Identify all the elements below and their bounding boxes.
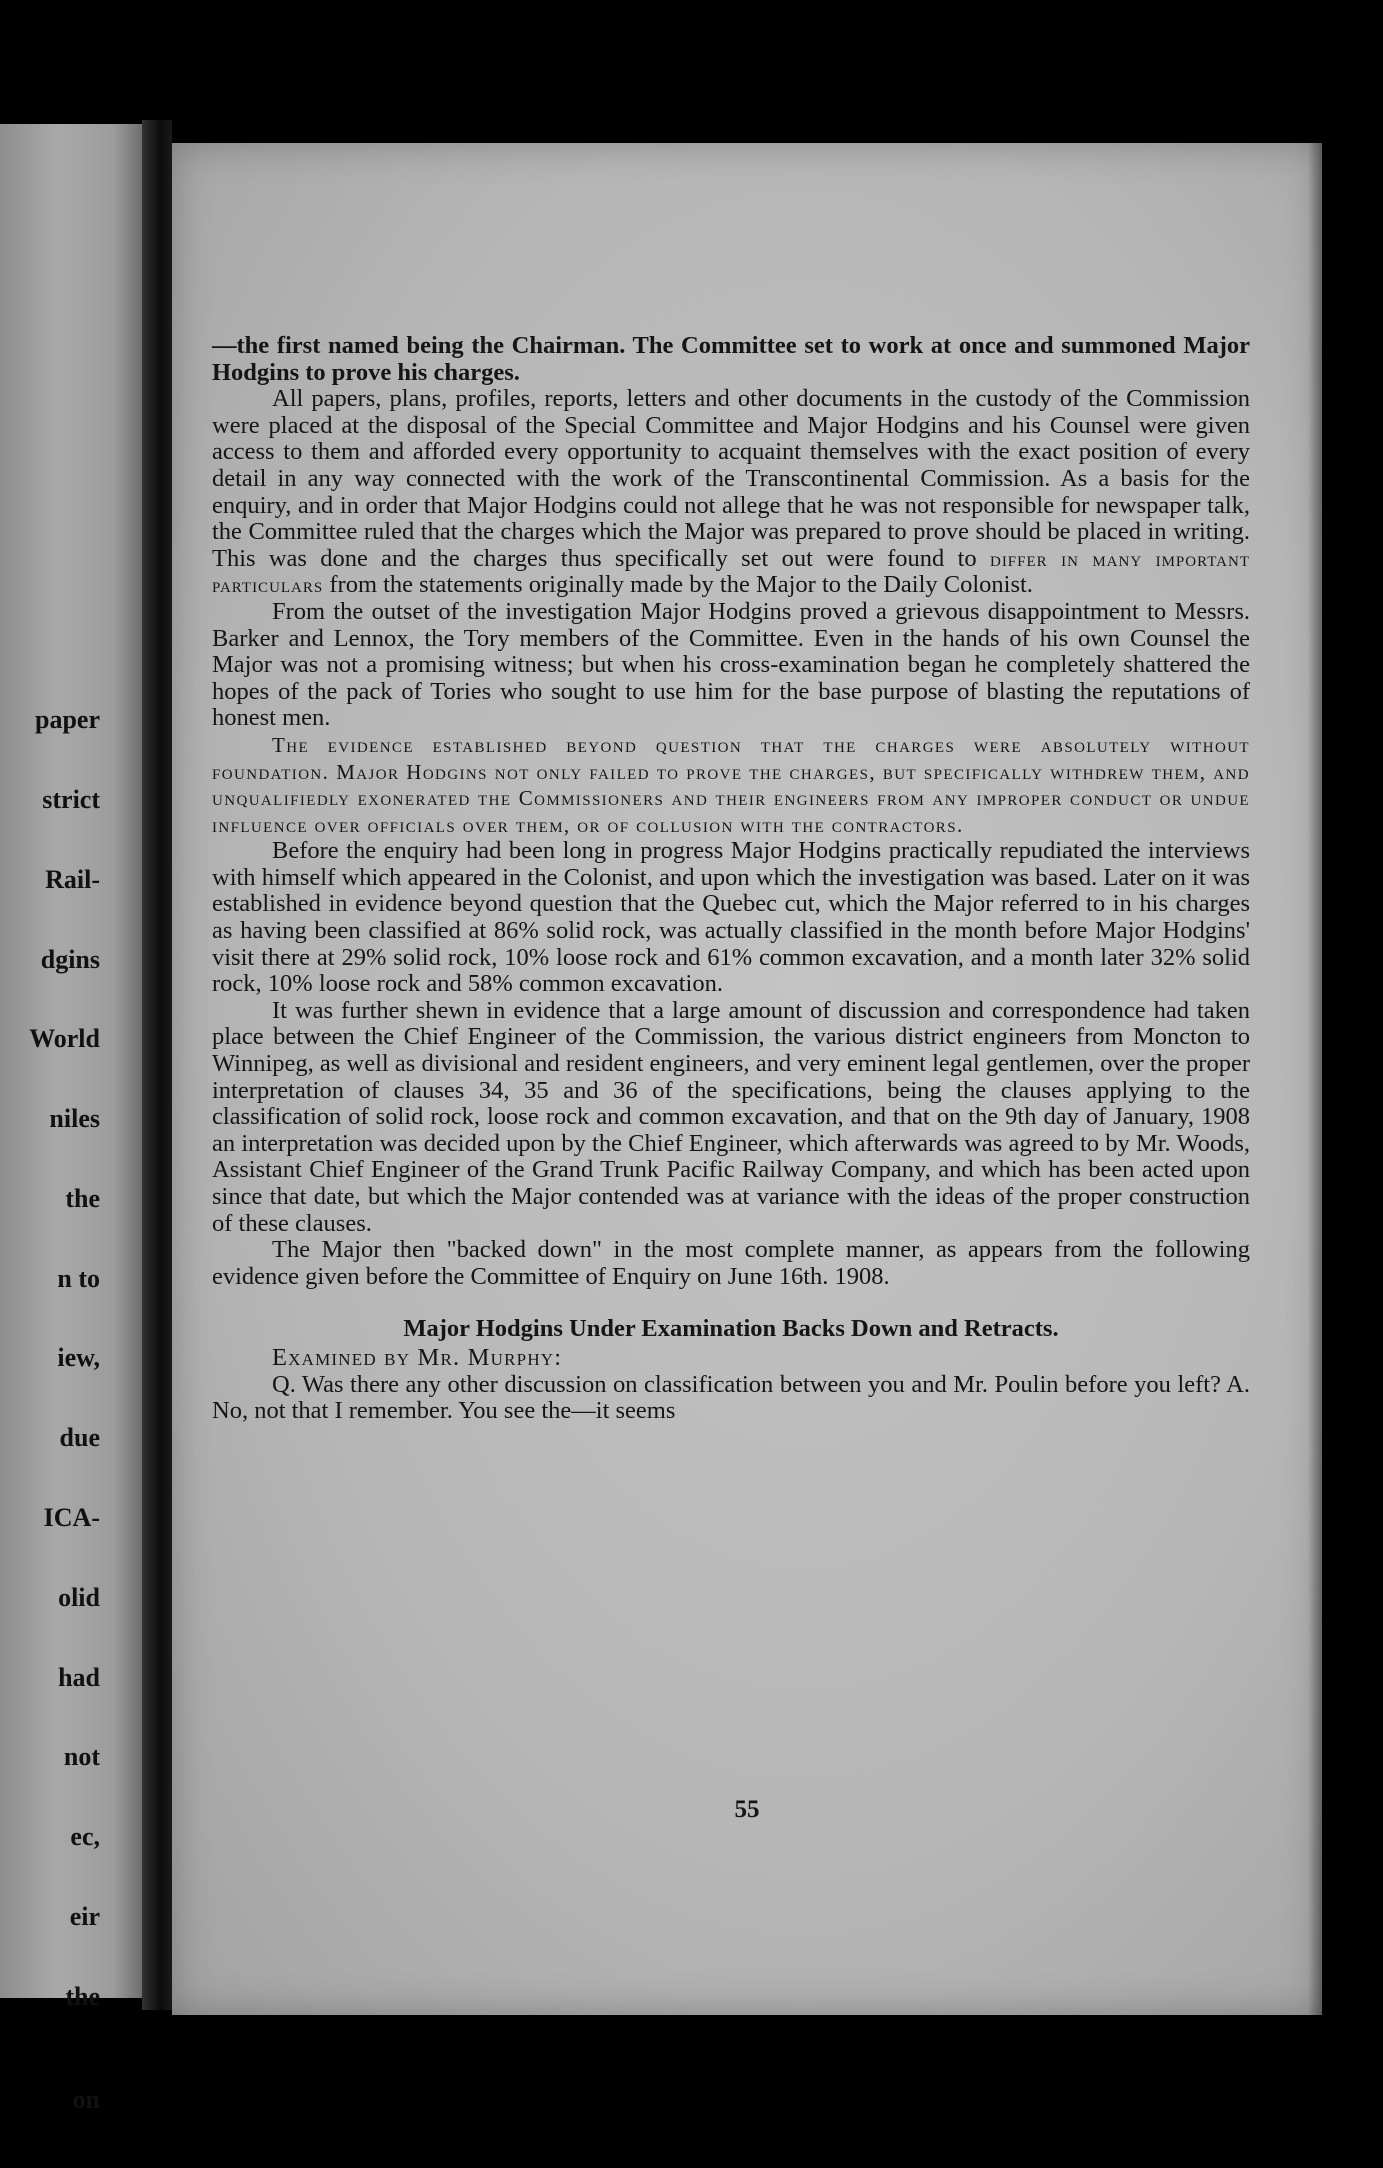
page-number: 55: [734, 1796, 760, 1823]
paragraph-7: The Major then "backed down" in the most complete manner, as appears from the following evidence given before the Committee of Enquiry on June 16th. 1908.: [212, 1236, 1250, 1290]
page-body: [212, 333, 1250, 1425]
facing-line: Rail-: [45, 864, 100, 894]
facing-line: the: [65, 1981, 100, 2011]
paragraph-2: [212, 386, 1250, 599]
examined-by: Examined by Mr. Murphy:: [272, 1343, 563, 1371]
facing-line: n to: [57, 1263, 100, 1293]
facing-line: dgins: [40, 944, 100, 974]
facing-line: olid: [58, 1582, 100, 1612]
paragraph-4: The evidence established beyond question that the charges were absolutely without foundation. Major Hodgins not only failed to prove the charges, but specifically withdrew them, and unqualifiedly exonerated the Commissioners and their engineers from any improper conduct or undue influence over officials over them, or of collusion with the contractors.: [212, 732, 1250, 837]
facing-page-text: [0, 654, 100, 2167]
paragraph-3: From the outset of the investigation Major Hodgins proved a grievous disappointment to Messrs. Barker and Lennox, the Tory members of the Committee. Even in the hands of his own Counsel the Major was not a promising witness; but when his cross-examination began he completely shattered the hopes of the pack of Tories who sought to use him for the base purpose of blasting the reputations of honest men.: [212, 597, 1250, 732]
facing-line: World: [29, 1024, 100, 1054]
facing-page: [0, 124, 142, 2115]
facing-line: strict: [42, 784, 100, 814]
paragraph-2-emphasis: differ in many important particulars: [212, 546, 1251, 598]
facing-line: due: [59, 1423, 100, 1453]
facing-line: paper: [35, 705, 100, 735]
question-answer: Q. Was there any other discussion on classification between you and Mr. Poulin before you left? A. No, not that I remember. You see the—it seems: [212, 1370, 1250, 1425]
facing-line: had: [58, 1662, 100, 1692]
facing-line: niles: [49, 1104, 100, 1134]
paragraph-1: —the first named being the Chairman. The Committee set to work at once and summoned Major Hodgins to prove his charges.: [212, 332, 1250, 386]
paragraph-2-end: from the statements originally made by the Major to the Daily Colonist.: [323, 571, 1033, 599]
facing-line: not: [63, 1742, 100, 1772]
section-heading: Major Hodgins Under Examination Backs Down and Retracts.: [403, 1315, 1059, 1343]
paragraph-5: Before the enquiry had been long in progress Major Hodgins practically repudiated the interviews with himself which appeared in the Colonist, and upon which the investigation was based. Later on it was established in evidence beyond question that the Quebec cut, which the Major referred to in his charges as having been classified at 86% solid rock, was actually classified in the month before Major Hodgins' visit there at 29% solid rock, 10% loose rock and 61% common excavation, and a month later 32% solid rock, 10% loose rock and 58% common excavation.: [212, 837, 1250, 998]
book-page: [172, 143, 1322, 2015]
book-gutter: [142, 120, 172, 2010]
facing-line: ec,: [70, 1822, 100, 1852]
facing-line: eir: [69, 1901, 100, 1931]
paragraph-2-text: All papers, plans, profiles, reports, letters and other documents in the custody of the Commission were placed at the disposal of the Special Committee and Major Hodgins and his Counsel were given access to them and afforded every opportunity to acquaint themselves with the exact position of every detail in any way connected with the work of the Transcontinental Commission. As a basis for the enquiry, and in order that Major Hodgins could not allege that he was not responsible for newspaper talk, the Committee ruled that the charges which the Major was prepared to prove should be placed in writing. This was done and the charges thus specifically set out were found to: [212, 385, 1250, 572]
facing-line: the: [65, 1183, 100, 1213]
facing-line: ICA-: [43, 1503, 100, 1532]
facing-line: on: [72, 2085, 100, 2115]
facing-line: iew,: [57, 1343, 100, 1373]
paragraph-6: It was further shewn in evidence that a large amount of discussion and correspondence had taken place between the Chief Engineer of the Commission, the various district engineers from Moncton to Winnipeg, as well as divisional and resident engineers, and very eminent legal gentlemen, over the proper interpretation of clauses 34, 35 and 36 of the specifications, being the clauses applying to the classification of solid rock, loose rock and common excavation, and that on the 9th day of January, 1908 an interpretation was decided upon by the Chief Engineer, which afterwards was agreed to by Mr. Woods, Assistant Chief Engineer of the Grand Trunk Pacific Railway Company, and which has been acted upon since that date, but which the Major contended was at variance with the ideas of the proper construction of these clauses.: [212, 996, 1250, 1237]
